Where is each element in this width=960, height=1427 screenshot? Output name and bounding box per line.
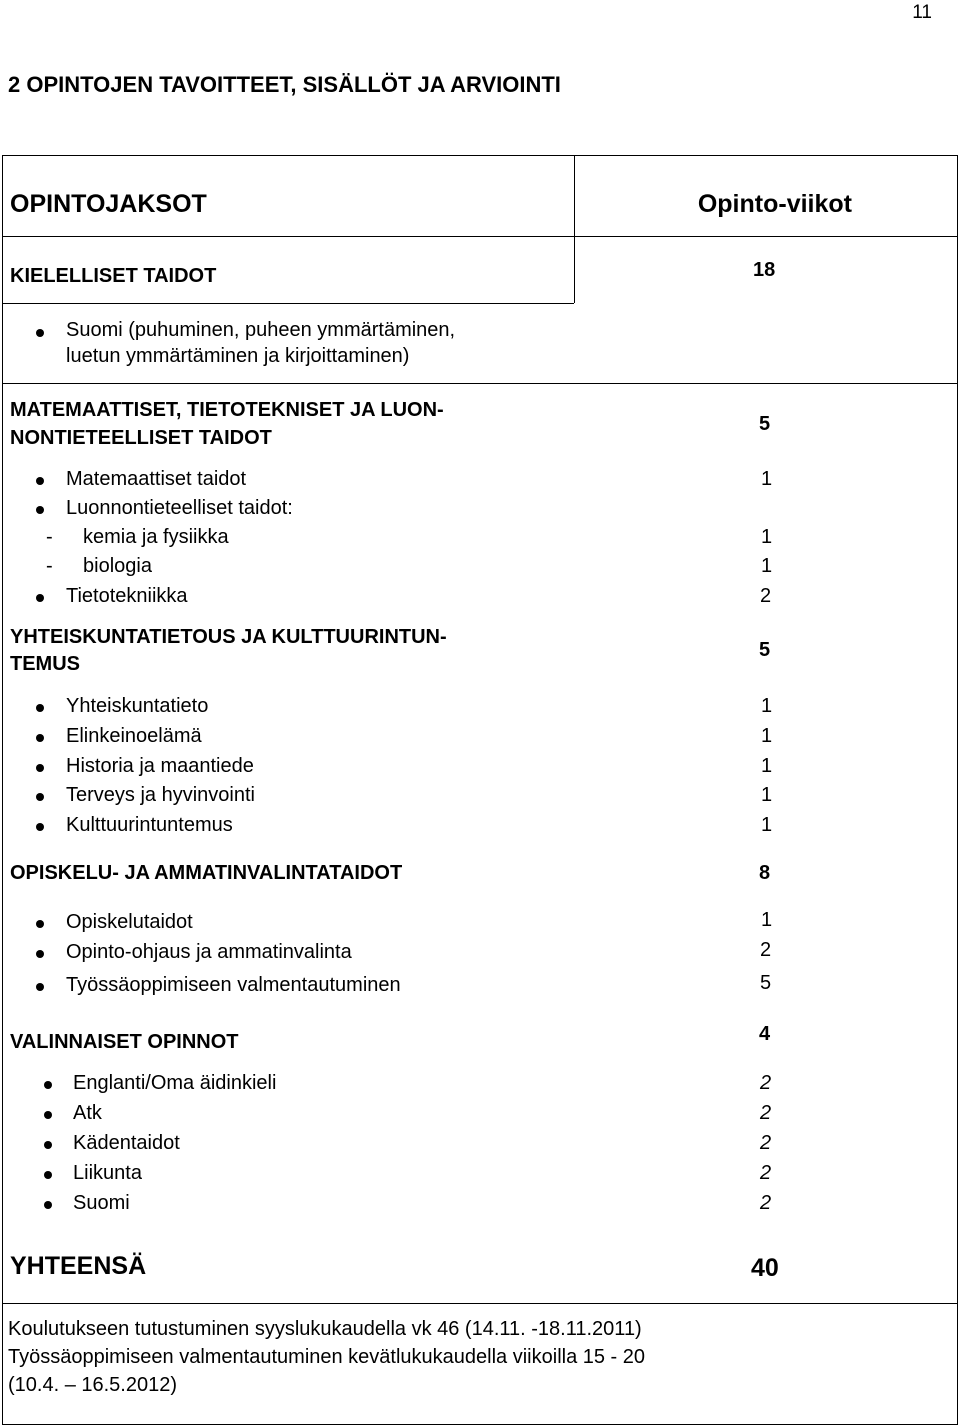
section-weeks-valinnaiset: 4	[759, 1023, 771, 1045]
section-weeks-kielelliset: 18	[753, 259, 776, 281]
section-title-matemaattiset: MATEMAATTISET, TIETOTEKNISET JA LUON-	[10, 399, 444, 421]
section-weeks-yhteiskunta: 5	[759, 639, 771, 661]
section-title-opiskelu: OPISKELU- JA AMMATINVALINTATAIDOT	[10, 862, 403, 884]
section-title-matemaattiset: NONTIETEELLISET TAIDOT	[10, 427, 272, 449]
list-item: biologia	[83, 555, 152, 577]
bullet-icon	[36, 983, 44, 991]
item-weeks: 1	[761, 909, 773, 931]
list-item: Opiskelutaidot	[66, 911, 193, 933]
item-weeks: 1	[761, 526, 773, 548]
bullet-icon	[36, 823, 44, 831]
bullet-icon	[36, 920, 44, 928]
item-weeks: 1	[761, 755, 773, 777]
note-line: Koulutukseen tutustuminen syyslukukaudella vk 46 (14.11. -18.11.2011)	[8, 1318, 642, 1340]
note-line: Työssäoppimiseen valmentautuminen kevätlukukaudella viikoilla 15 - 20	[8, 1346, 646, 1368]
item-weeks: 5	[760, 972, 772, 994]
column-divider	[574, 155, 575, 303]
item-weeks: 1	[761, 784, 773, 806]
section-title-yhteiskunta: TEMUS	[10, 653, 80, 675]
bullet-icon	[44, 1081, 52, 1089]
bullet-icon	[36, 329, 44, 337]
list-item: Kädentaidot	[73, 1132, 180, 1154]
item-weeks: 2	[760, 1102, 772, 1124]
bullet-icon	[44, 1171, 52, 1179]
list-item: Englanti/Oma äidinkieli	[73, 1072, 277, 1094]
list-item: Liikunta	[73, 1162, 142, 1184]
section-weeks-opiskelu: 8	[759, 862, 771, 884]
table-border	[2, 1424, 958, 1425]
list-item: Tietotekniikka	[66, 585, 188, 607]
bullet-icon	[36, 793, 44, 801]
section-weeks-matemaattiset: 5	[759, 413, 771, 435]
list-item: Opinto-ohjaus ja ammatinvalinta	[66, 941, 352, 963]
bullet-icon	[36, 950, 44, 958]
dash-marker: -	[46, 555, 53, 577]
list-item: Atk	[73, 1102, 102, 1124]
header-opinto-viikot: Opinto-viikot	[697, 190, 852, 218]
list-item: Työssäoppimiseen valmentautuminen	[66, 974, 401, 996]
row-divider	[2, 383, 958, 384]
section-title-valinnaiset: VALINNAISET OPINNOT	[10, 1031, 239, 1053]
bullet-icon	[36, 734, 44, 742]
dash-marker: -	[46, 526, 53, 548]
item-weeks: 2	[760, 1132, 772, 1154]
table-border	[957, 155, 958, 1425]
bullet-icon	[44, 1111, 52, 1119]
item-weeks: 2	[760, 585, 772, 607]
item-weeks: 2	[760, 1162, 772, 1184]
item-weeks: 2	[760, 1072, 772, 1094]
note-line: (10.4. – 16.5.2012)	[8, 1374, 178, 1396]
bullet-icon	[36, 594, 44, 602]
list-item: Luonnontieteelliset taidot:	[66, 497, 293, 519]
list-item: Matemaattiset taidot	[66, 468, 247, 490]
table-border	[2, 155, 958, 156]
row-divider	[2, 1303, 958, 1304]
bullet-icon	[36, 477, 44, 485]
list-item: Suomi (puhuminen, puheen ymmärtäminen,	[66, 319, 456, 341]
bullet-icon	[36, 764, 44, 772]
header-opintojaksot: OPINTOJAKSOT	[10, 190, 207, 218]
list-item: Elinkeinoelämä	[66, 725, 202, 747]
table-border	[2, 155, 3, 1425]
list-item: Kulttuurintuntemus	[66, 814, 233, 836]
row-divider	[2, 236, 958, 237]
bullet-icon	[44, 1201, 52, 1209]
section-title-yhteiskunta: YHTEISKUNTATIETOUS JA KULTTUURINTUN-	[10, 626, 447, 648]
item-weeks: 2	[760, 939, 772, 961]
list-item: Historia ja maantiede	[66, 755, 254, 777]
list-item: kemia ja fysiikka	[83, 526, 229, 548]
item-weeks: 2	[760, 1192, 772, 1214]
list-item: Suomi	[73, 1192, 130, 1214]
section-title-kielelliset: KIELELLISET TAIDOT	[10, 265, 217, 287]
item-weeks: 1	[761, 555, 773, 577]
list-item: Yhteiskuntatieto	[66, 695, 209, 717]
bullet-icon	[44, 1141, 52, 1149]
item-weeks: 1	[761, 725, 773, 747]
list-item: luetun ymmärtäminen ja kirjoittaminen)	[66, 345, 410, 367]
bullet-icon	[36, 506, 44, 514]
row-divider	[2, 303, 574, 304]
page-number: 11	[912, 2, 932, 23]
bullet-icon	[36, 704, 44, 712]
list-item: Terveys ja hyvinvointi	[66, 784, 255, 806]
total-label: YHTEENSÄ	[10, 1252, 147, 1280]
item-weeks: 1	[761, 695, 773, 717]
item-weeks: 1	[761, 468, 773, 490]
total-weeks: 40	[751, 1254, 779, 1282]
item-weeks: 1	[761, 814, 773, 836]
page-title: 2 OPINTOJEN TAVOITTEET, SISÄLLÖT JA ARVIOINTI	[8, 72, 561, 97]
